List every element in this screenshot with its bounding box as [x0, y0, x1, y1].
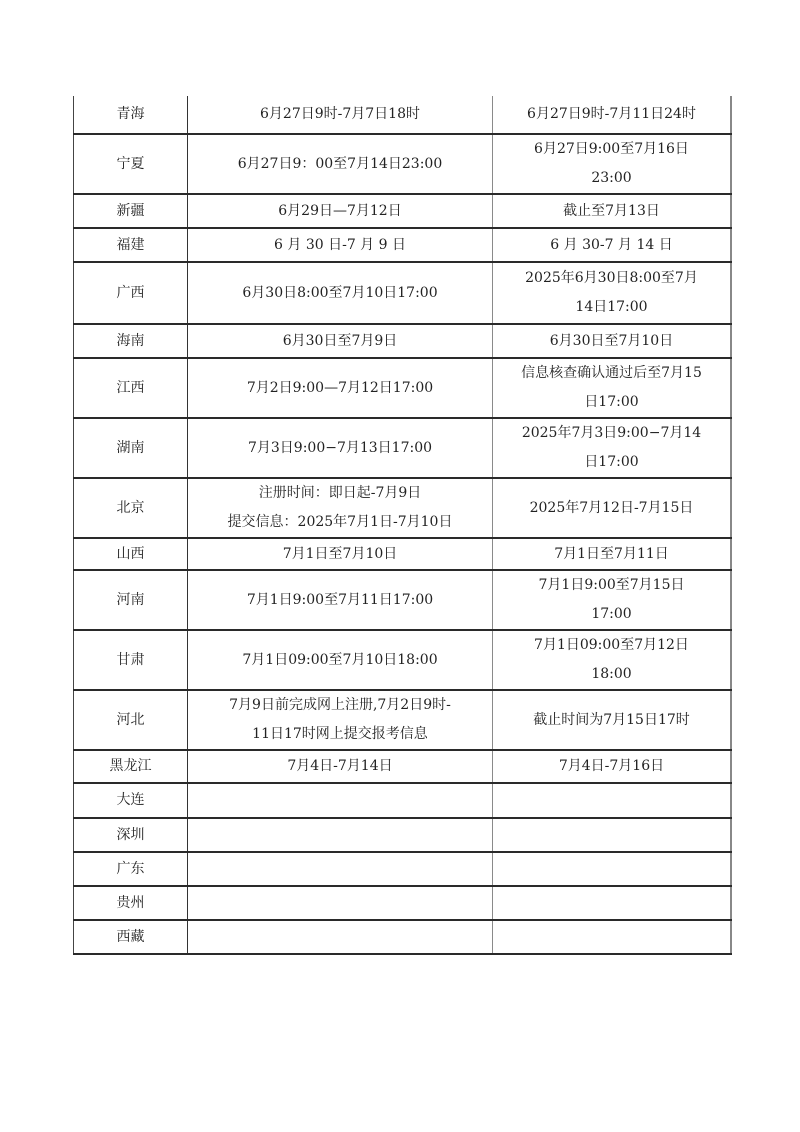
registration-period-cell	[188, 358, 493, 418]
registration-period-cell	[188, 570, 493, 630]
registration-period-cell	[188, 418, 493, 478]
registration-period-cell	[188, 324, 493, 358]
deadline-cell	[493, 852, 732, 886]
table-body	[74, 96, 732, 954]
cell-text-line: 6月30日8:00至7月10日17:00	[242, 284, 438, 301]
cell-text-line: 7月1日至7月10日	[282, 545, 398, 562]
table-row	[74, 690, 732, 750]
region-cell: 河北	[74, 690, 188, 750]
cell-text-line: 17:00	[591, 606, 632, 622]
deadline-cell	[493, 783, 732, 818]
table-row	[74, 262, 732, 324]
deadline-cell	[493, 478, 732, 538]
cell-text-line: 6月29日—7月12日	[278, 202, 402, 219]
registration-period-cell	[188, 194, 493, 228]
registration-period-cell	[188, 134, 493, 194]
region-cell: 北京	[74, 478, 188, 538]
cell-text-line: 6月27日9时-7月7日18时	[260, 106, 420, 122]
region-cell: 新疆	[74, 194, 188, 228]
region-cell: 海南	[74, 324, 188, 358]
registration-period-cell	[188, 920, 493, 954]
deadline-cell	[493, 818, 732, 852]
registration-period-cell	[188, 630, 493, 690]
cell-text-line: 7月1日9:00至7月11日17:00	[246, 591, 434, 608]
cell-text-line: 7月1日至7月11日	[554, 545, 669, 562]
table-row	[74, 96, 732, 134]
deadline-cell	[493, 630, 732, 690]
table-row	[74, 194, 732, 228]
table-row	[74, 418, 732, 478]
table-row	[74, 750, 732, 783]
region-cell: 福建	[74, 228, 188, 262]
cell-text-line: 7月2日9:00—7月12日17:00	[246, 379, 434, 396]
deadline-cell	[493, 886, 732, 920]
region-cell: 湖南	[74, 418, 188, 478]
registration-period-cell	[188, 783, 493, 818]
table-row	[74, 783, 732, 818]
deadline-cell	[493, 538, 732, 570]
region-cell: 广西	[74, 262, 188, 324]
table-row	[74, 630, 732, 690]
table-row	[74, 324, 732, 358]
table-row	[74, 134, 732, 194]
registration-period-cell	[188, 818, 493, 852]
region-cell: 西藏	[74, 920, 188, 954]
registration-period-cell	[188, 750, 493, 783]
region-cell: 深圳	[74, 818, 188, 852]
table-row	[74, 538, 732, 570]
deadline-cell	[493, 134, 732, 194]
table-row	[74, 818, 732, 852]
table-row	[74, 478, 732, 538]
deadline-cell	[493, 418, 732, 478]
cell-text-line: 日17:00	[584, 394, 639, 410]
table-row	[74, 358, 732, 418]
cell-text-line: 6 月 30 日-7 月 9 日	[274, 236, 406, 253]
deadline-cell	[493, 96, 732, 134]
deadline-cell	[493, 194, 732, 228]
region-cell: 河南	[74, 570, 188, 630]
cell-text-line: 7月4日-7月14日	[287, 758, 393, 774]
table-row	[74, 920, 732, 954]
cell-text-line: 7月9日前完成网上注册,7月2日9时-	[229, 697, 451, 713]
deadline-cell	[493, 690, 732, 750]
cell-text-line: 6月27日9:00至7月16日	[534, 141, 689, 157]
registration-schedule-table	[73, 96, 732, 955]
cell-text-line: 提交信息：2025年7月1日-7月10日	[227, 514, 453, 530]
cell-text-line: 2025年7月3日9:00−7月14	[521, 425, 702, 441]
region-cell: 大连	[74, 783, 188, 818]
region-cell: 青海	[74, 96, 188, 134]
deadline-cell	[493, 358, 732, 418]
deadline-cell	[493, 262, 732, 324]
deadline-cell	[493, 750, 732, 783]
cell-text-line: 6 月 30-7 月 14 日	[550, 236, 673, 253]
region-cell: 宁夏	[74, 134, 188, 194]
registration-period-cell	[188, 538, 493, 570]
region-cell: 黑龙江	[74, 750, 188, 783]
cell-text-line: 6月27日9时-7月11日24时	[527, 106, 696, 122]
region-cell: 甘肃	[74, 630, 188, 690]
cell-text-line: 18:00	[591, 666, 632, 682]
deadline-cell	[493, 228, 732, 262]
cell-text-line: 14日17:00	[575, 299, 648, 315]
cell-text-line: 6月27日9：00至7月14日23:00	[237, 155, 443, 172]
registration-period-cell	[188, 886, 493, 920]
cell-text-line: 截止时间为7月15日17时	[533, 711, 690, 728]
cell-text-line: 截止至7月13日	[563, 202, 660, 219]
registration-period-cell	[188, 690, 493, 750]
registration-period-cell	[188, 96, 493, 134]
table-row	[74, 886, 732, 920]
cell-text-line: 6月30日至7月9日	[282, 332, 398, 349]
cell-text-line: 7月1日9:00至7月15日	[538, 577, 685, 593]
registration-period-cell	[188, 478, 493, 538]
registration-period-cell	[188, 228, 493, 262]
region-cell: 广东	[74, 852, 188, 886]
registration-period-cell	[188, 262, 493, 324]
table-row	[74, 228, 732, 262]
registration-period-cell	[188, 852, 493, 886]
cell-text-line: 7月1日09:00至7月12日	[534, 637, 689, 653]
cell-text-line: 2025年7月12日-7月15日	[529, 499, 694, 516]
cell-text-line: 注册时间：即日起-7月9日	[258, 485, 422, 501]
region-cell: 贵州	[74, 886, 188, 920]
cell-text-line: 7月1日09:00至7月10日18:00	[242, 651, 438, 668]
cell-text-line: 2025年6月30日8:00至7月	[525, 270, 698, 286]
cell-text-line: 23:00	[591, 170, 632, 186]
deadline-cell	[493, 324, 732, 358]
region-cell: 江西	[74, 358, 188, 418]
cell-text-line: 7月3日9:00−7月13日17:00	[247, 439, 433, 456]
deadline-cell	[493, 920, 732, 954]
region-cell: 山西	[74, 538, 188, 570]
cell-text-line: 信息核查确认通过后至7月15	[521, 365, 702, 381]
table-row	[74, 852, 732, 886]
cell-text-line: 6月30日至7月10日	[549, 332, 674, 349]
cell-text-line: 日17:00	[584, 454, 639, 470]
cell-text-line: 7月4日-7月16日	[558, 758, 665, 774]
deadline-cell	[493, 570, 732, 630]
cell-text-line: 11日17时网上提交报考信息	[252, 726, 428, 742]
table-row	[74, 570, 732, 630]
